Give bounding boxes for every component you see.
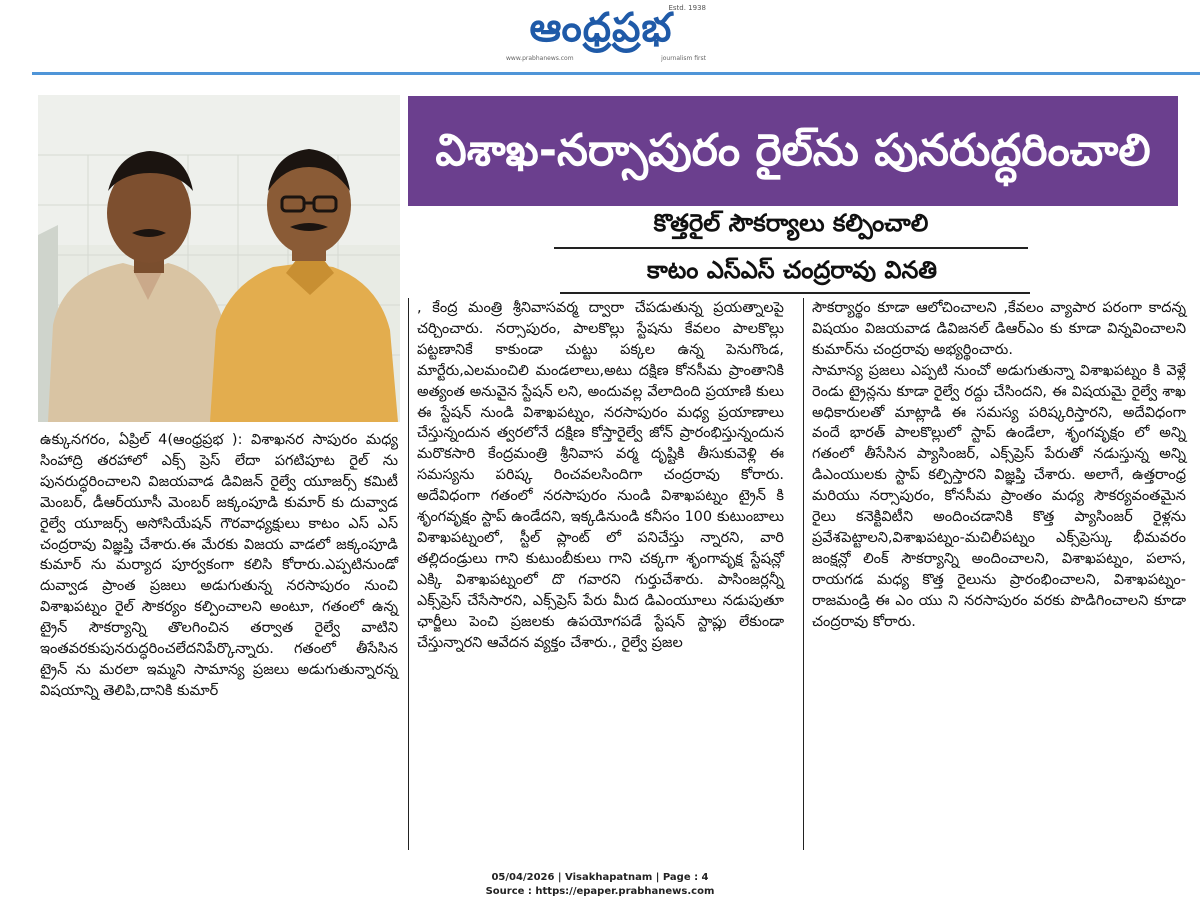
- headline: విశాఖ-నర్సాపురం రైల్‌ను పునరుద్ధరించాలి: [435, 125, 1151, 176]
- logo-website: www.prabhanews.com: [506, 55, 574, 62]
- newspaper-logo[interactable]: [496, 4, 706, 62]
- subheadline-1-divider: [554, 247, 1028, 249]
- logo-tagline: journalism first: [661, 55, 706, 62]
- logo-established: Estd. 1938: [668, 4, 706, 12]
- headline-banner: [408, 96, 1178, 206]
- masthead-divider: [32, 72, 1200, 75]
- article-photo: [38, 95, 400, 422]
- source-link[interactable]: Source : https://epaper.prabhanews.com: [485, 886, 715, 897]
- column-divider-1: [408, 298, 409, 850]
- edition-info: 05/04/2026 | Visakhapatnam | Page : 4: [491, 872, 709, 883]
- masthead: [0, 0, 1200, 80]
- subheadline-1: కొత్తరైల్ సౌకర్యాలు కల్పించాలి: [653, 209, 929, 237]
- article-column-right: సౌకర్యార్థం కూడా ఆలోచించాలని ,కేవలం వ్యాపార పరంగా కాదన్న విషయం విజయవాడ డివిజనల్ డిఆర్ఎం కు కూడా విన్నవించాలని కుమార్‌ను చంద్రరావు అభ్యర్థించారు. సామాన్య ప్రజలు ఎప్పటి నుంచో అడుగుతున్నా విశాఖపట్నం కి వెళ్లే రెండు ట్రైన్లను కూడా రైల్వే రద్దు చేసిందని, ఈ విషయమై రైల్వే శాఖ అధికారులతో మాట్లాడి ఈ సమస్య పరిష్కరిస్తారని, అదేవిధంగా వందే భారత్ పాలకొల్లులో స్టాప్ ఉండేలా, శృంగవృక్షం లో అన్ని గతంలో తీసేసిన ప్యాసింజర్, ఎక్స్‌ప్రెస్ పేరుతో నడుస్తున్న అన్ని డిఎంయులకు స్టాప్ కల్పిస్తారని విజ్ఞప్తి చేశారు. అలాగే, ఉత్తరాంధ్ర మరియు నర్సాపురం, కోనసీమ ప్రాంతం మధ్య సౌకర్యవంతమైన రైలు కనెక్టివిటీని అందించడానికి కొత్త ప్యాసింజర్ రైళ్లను ప్రవేశపెట్టాలని,విశాఖపట్నం-మచిలీపట్నం ఎక్స్‌ప్రెస్కు భీమవరం జంక్షన్లో లింక్ సౌకర్యాన్ని అందించాలని, విశాఖపట్నం, పలాస, రాయగడ మధ్య కొత్త రైలును ప్రారంభించాలని, విశాఖపట్నం-రాజమండ్రి ఈ ఎం యు ని నరసాపురం వరకు పొడిగించాలని కూడా చంద్రరావు కోరారు.: [812, 300, 1186, 630]
- subheadline-2-divider: [560, 292, 1030, 294]
- subheadline-2: కాటం ఎస్ఎస్ చంద్రరావు వినతి: [646, 256, 938, 284]
- logo-title: ఆంధ్రప్రభ: [529, 5, 673, 51]
- article-column-middle: , కేంద్ర మంత్రి శ్రీనివాసవర్మ ద్వారా చేపడుతున్న ప్రయత్నాలపై చర్చించారు. నర్సాపురం, పాలకొల్లు స్టేషను కేవలం పాలకొల్లు పట్టణానికే కాకుండా చుట్టు పక్కల ఉన్న పెనుగొండ, మార్టేరు,ఎలమంచిలి మండలాలు,అటు దక్షిణ కోనసీమ ప్రాంతానికి అత్యంత అనువైన స్టేషన్ లని, అందువల్ల వేలాదింది ప్రయాణి కులు ఈ స్టేషన్ నుండి విశాఖపట్నం, నరసాపురం మధ్య ప్రయాణాలు చేస్తున్నందున త్వరలోనే దక్షిణ కోస్తారైల్వే జోన్ ప్రారంభిస్తున్నందున మరొకసారి కేంద్రమంత్రి శ్రీనివాస వర్మ దృష్టికి తీసుకువెళ్లి ఈ సమస్యను పరిష్క రించవలసిందిగా చంద్రరావు కోరారు. అదేవిధంగా గతంలో నరసాపురం నుండి విశాఖపట్నం ట్రైన్ కి శృంగవృక్షం స్టాప్ ఉండేదని, ఇక్కడినుండి కనీసం 100 కుటుంబాలు విశాఖపట్నంలో, స్టీల్ ప్లాంట్ లో పనిచేస్తు న్నారని, వారి తల్లిదండ్రులు గాని కుటుంబీకులు గాని చక్కగా శృంగావృక్ష స్టేషన్లో ఎక్కి విశాఖపట్నంలో దొ గవారని గుర్తుచేశారు. పాసింజర్లన్నీ ఎక్స్‌ప్రెస్ చేసేసారని, ఎక్స్‌ప్రెస్ పేరు మీద డిఎంయూలు నడుపుతూ ఛార్జీలు పెంచి ప్రజలకు ఉపయోగపడే స్టేషన్ స్టాప్లు లేకుండా చేస్తున్నారని ఆవేదన వ్యక్తం చేశారు., రైల్వే ప్రజల: [417, 300, 784, 651]
- column-divider-2: [803, 298, 804, 850]
- photo-two-men-icon: [38, 95, 400, 422]
- article-column-left: ఉక్కునగరం, ఏప్రిల్ 4(ఆంధ్రప్రభ ): విశాఖనర సాపురం మధ్య సింహాద్రి తరహాలో ఎక్స్ ప్రెస్ లేదా పగటిపూట రైల్ ను పునరుద్ధరించాలని విజయవాడ డివిజన్ రైల్వే యూజర్స్ కమిటీ మెంబర్, డీఆర్‌యూసీ మెంబర్ జక్కంపూడి కుమార్ కు దువ్వాడ రైల్వే యూజర్స్ అసోసియేషన్ గౌరవాధ్యక్షులు కాటం ఎస్ ఎస్ చంద్రరావు విజ్ఞప్తి చేశారు.ఈ మేరకు విజయ వాడలో జక్కంపూడి కుమార్ ను మర్యాద పూర్వకంగా కలిసి కోరారు.ఎప్పటినుండో దువ్వాడ ప్రాంత ప్రజలు అడుగుతున్న నరసాపురం నుంచి విశాఖపట్నం రైల్ సౌకర్యం కల్పించాలని అంటూ, గతంలో ఉన్న ట్రైన్ సౌకర్యాన్ని తొలగించిన తర్వాత రైల్వే వాటిని ఇంతవరకుపునరుద్ధరించలేదనిపేర్కొన్నారు. గతంలో తీసేసిన ట్రైన్ ను మరలా ఇమ్మని సామాన్య ప్రజలు అడుగుతున్నారన్న విషయాన్ని తెలిపి,దానికి కుమార్: [40, 432, 398, 699]
